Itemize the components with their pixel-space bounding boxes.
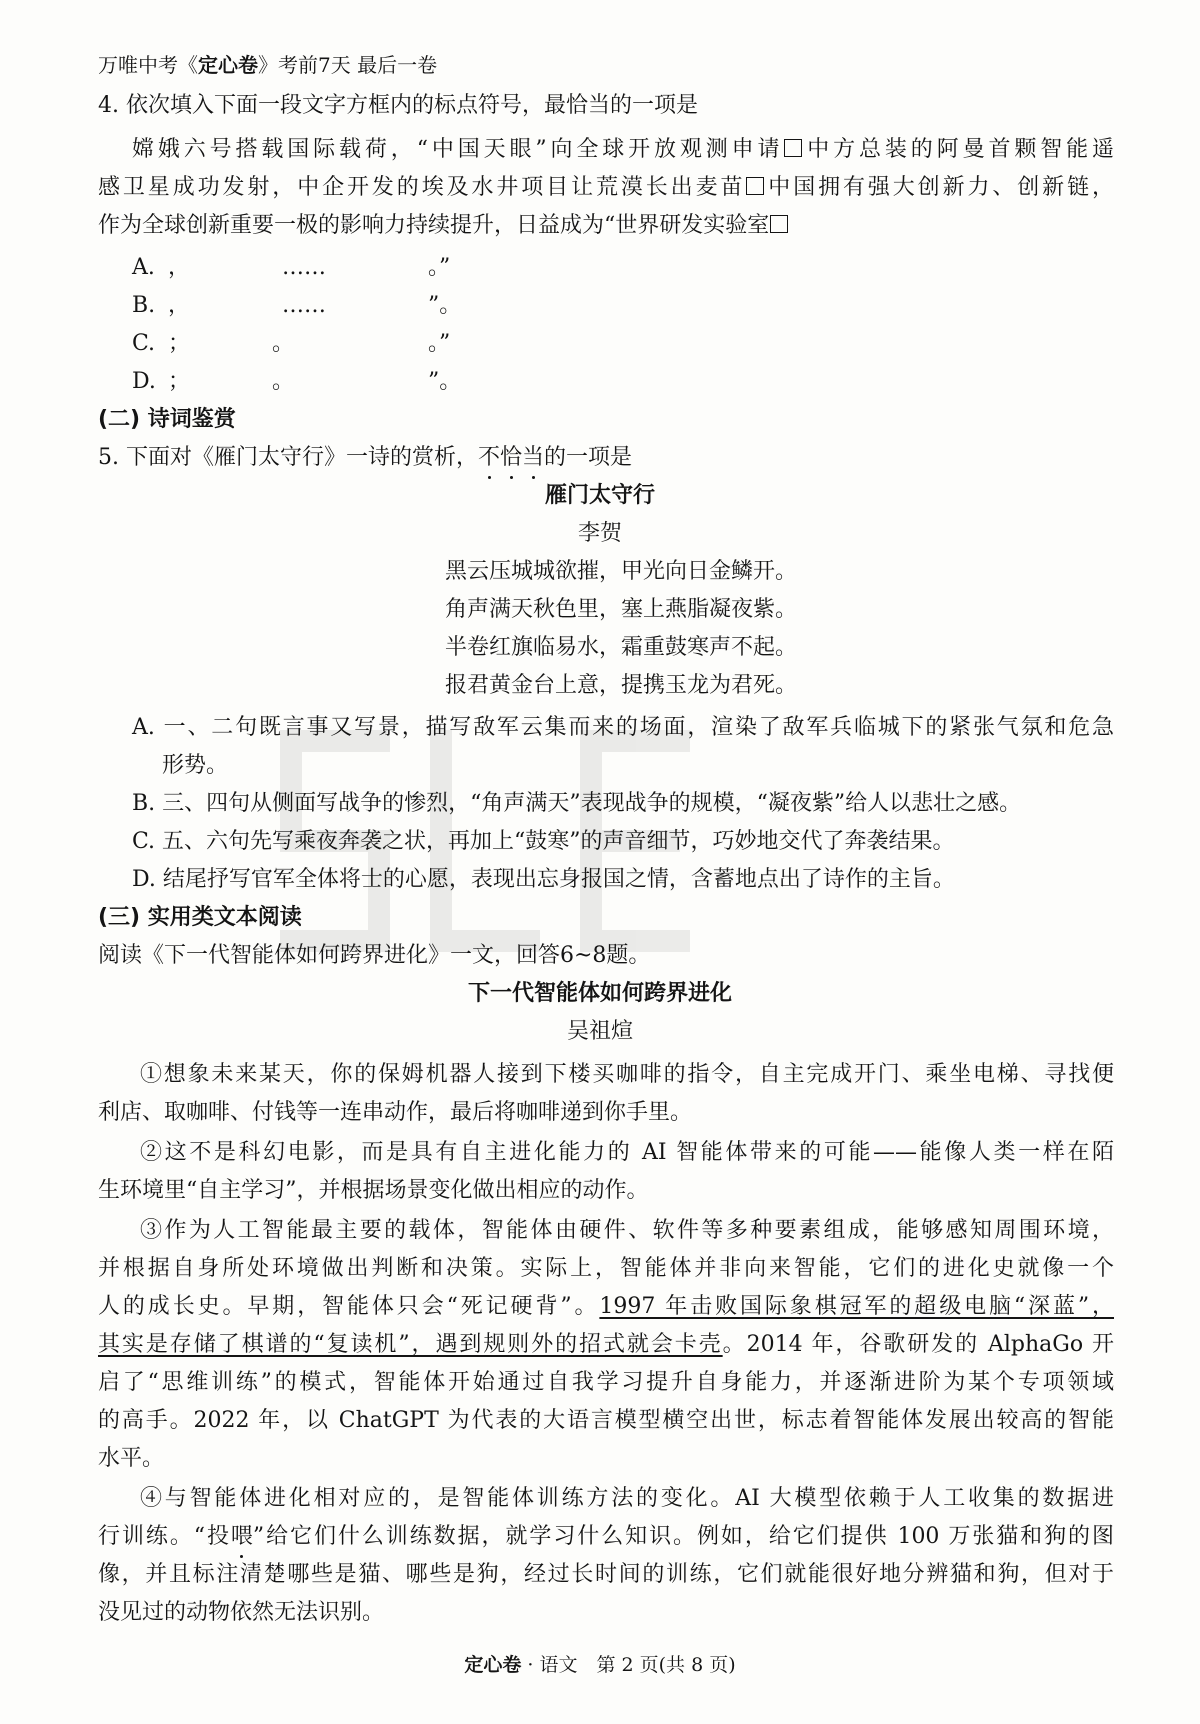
blank-box-1 xyxy=(784,139,802,157)
q5-option-a: A. 一、二句既言事又写景，描写敌军云集而来的场面，渲染了敌军兵临城下的紧张气氛和危急 xyxy=(132,715,1114,740)
poem-line-3: 半卷红旗临易水，霜重鼓寒声不起。 xyxy=(445,635,798,660)
para-3-line-2: 并根据自身所处环境做出判断和决策。实际上，智能体并非向来智能，它们的进化史就像一个 xyxy=(98,1256,1114,1281)
para-3-line-6: 的高手。2022 年，以 ChatGPT 为代表的大语言模型横空出世，标志着智能体发展出较高的智能 xyxy=(98,1408,1114,1433)
page-header xyxy=(98,50,437,80)
q5-stem: 5. 下面对《雁门太守行》一诗的赏析，不恰当的一项是 xyxy=(98,443,632,473)
para-2-line-2: 生环境里“自主学习”，并根据场景变化做出相应的动作。 xyxy=(98,1178,649,1203)
footer-page-info: · 语文 第 2 页(共 8 页) xyxy=(521,1654,736,1676)
section-3-intro: 阅读《下一代智能体如何跨界进化》一文，回答6~8题。 xyxy=(98,943,651,968)
poem-title: 雁门太守行 xyxy=(544,483,655,508)
q4-option-c: C. ； 。 。” xyxy=(132,331,451,356)
para-3-line-3: 人的成长史。早期，智能体只会“死记硬背”。1997 年击败国际象棋冠军的超级电脑“深蓝”， xyxy=(98,1294,1114,1319)
q4-option-d: D. ； 。 ”。 xyxy=(132,369,462,394)
poem-line-4: 报君黄金台上意，提携玉龙为君死。 xyxy=(445,673,798,698)
para-1-line-2: 利店、取咖啡、付钱等一连串动作，最后将咖啡递到你手里。 xyxy=(98,1100,693,1125)
para-3-line-4: 其实是存储了棋谱的“复读机”，遇到规则外的招式就会卡壳。2014 年，谷歌研发的 AlphaGo 开 xyxy=(98,1332,1114,1357)
header-suffix: 》考前7天 最后一卷 xyxy=(258,53,438,77)
poem-line-1: 黑云压城城欲摧，甲光向日金鳞开。 xyxy=(445,559,798,584)
q5-option-c: C. 五、六句先写乘夜奔袭之状，再加上“鼓寒”的声音细节，巧妙地交代了奔袭结果。 xyxy=(132,829,955,854)
section-2-title: (二) 诗词鉴赏 xyxy=(98,407,236,432)
underlined-text-1: 1997 年击败国际象棋冠军的超级电脑“深蓝”， xyxy=(599,1294,1114,1319)
q4-passage-line-1: 嫦娥六号搭载国际载荷，“中国天眼”向全球开放观测申请 中方总装的阿曼首颗智能遥 xyxy=(132,137,1114,162)
poem-line-2: 角声满天秋色里，塞上燕脂凝夜紫。 xyxy=(445,597,798,622)
poem-author: 李贺 xyxy=(577,521,622,546)
q5-option-a-cont: 形势。 xyxy=(162,753,229,778)
blank-box-3 xyxy=(770,215,788,233)
para-3-line-7: 水平。 xyxy=(98,1446,165,1471)
header-prefix: 万唯中考《 xyxy=(98,53,198,77)
header-brand: 定心卷 xyxy=(198,53,258,77)
footer-brand: 定心卷 xyxy=(464,1654,522,1676)
para-4-line-1: ④与智能体进化相对应的，是智能体训练方法的变化。AI 大模型依赖于人工收集的数据进 xyxy=(140,1486,1114,1511)
section-3-title: (三) 实用类文本阅读 xyxy=(98,905,302,930)
para-4-line-3: 像，并且标注清楚哪些是猫、哪些是狗，经过长时间的训练，它们就能很好地分辨猫和狗，但对于 xyxy=(98,1562,1114,1587)
underlined-text-2: 其实是存储了棋谱的“复读机”，遇到规则外的招式就会卡壳 xyxy=(98,1332,723,1357)
para-4-line-4: 没见过的动物依然无法识别。 xyxy=(98,1600,385,1625)
q4-passage-line-2: 感卫星成功发射，中企开发的埃及水井项目让荒漠长出麦苗 中国拥有强大创新力、创新链， xyxy=(98,175,1114,200)
para-2-line-1: ②这不是科幻电影，而是具有自主进化能力的 AI 智能体带来的可能——能像人类一样在陌 xyxy=(140,1140,1114,1165)
q5-option-b: B. 三、四句从侧面写战争的惨烈，“角声满天”表现战争的规模，“凝夜紫”给人以悲壮之感。 xyxy=(132,791,1022,816)
blank-box-2 xyxy=(746,177,764,195)
article-title: 下一代智能体如何跨界进化 xyxy=(467,981,732,1006)
para-3-line-5: 启了“思维训练”的模式，智能体开始通过自我学习提升自身能力，并逐渐进阶为某个专项领域 xyxy=(98,1370,1114,1395)
para-3-line-1: ③作为人工智能最主要的载体，智能体由硬件、软件等多种要素组成，能够感知周围环境， xyxy=(140,1218,1114,1243)
para-4-line-2: 行训练。“投喂”给它们什么训练数据，就学习什么知识。例如，给它们提供 100 万张猫和狗的图 xyxy=(98,1522,1114,1552)
q4-stem: 4. 依次填入下面一段文字方框内的标点符号，最恰当的一项是 xyxy=(98,93,698,118)
page-footer xyxy=(0,1650,1200,1680)
q4-option-b: B. ， …… ”。 xyxy=(132,293,462,318)
article-author: 吴祖煊 xyxy=(566,1019,633,1044)
q4-passage-line-3: 作为全球创新重要一极的影响力持续提升，日益成为“世界研发实验室 xyxy=(98,211,789,241)
para-1-line-1: ①想象未来某天，你的保姆机器人接到下楼买咖啡的指令，自主完成开门、乘坐电梯、寻找便 xyxy=(140,1062,1114,1087)
q5-option-d: D. 结尾抒写官军全体将士的心愿，表现出忘身报国之情，含蓄地点出了诗作的主旨。 xyxy=(132,867,955,892)
q4-option-a: A. ， …… 。” xyxy=(132,255,451,280)
